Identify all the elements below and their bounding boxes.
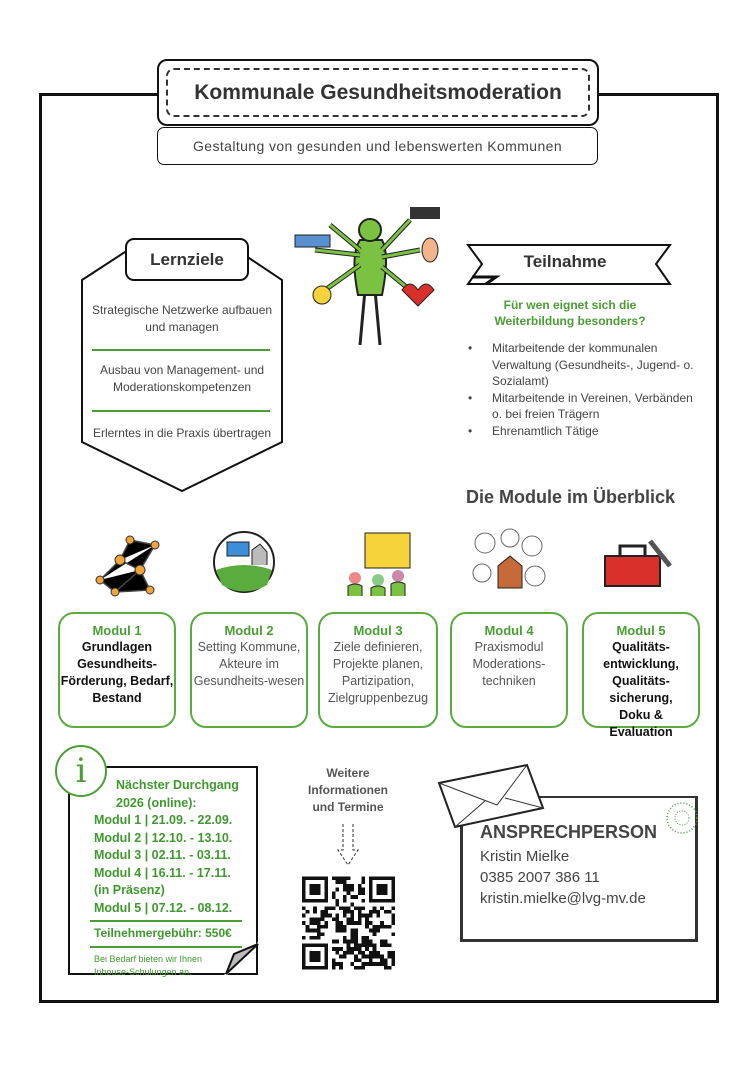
divider <box>92 349 270 351</box>
date-item: Modul 5 | 07.12. - 08.12. <box>94 900 233 915</box>
teilnahme-question: Für wen eignet sich die Weiterbildung besonders? <box>494 298 646 328</box>
date-item: Modul 1 | 21.09. - 22.09. <box>94 813 233 827</box>
module-desc: Ziele definieren, Projekte planen, Partizipation, Zielgruppenbezug <box>327 640 429 705</box>
fee: Teilnehmergebühr: 550€ <box>90 920 242 948</box>
date-item: Modul 4 | 16.11. - 17.11. <box>94 865 231 880</box>
lernziel-item: Erlerntes in die Praxis übertragen <box>92 426 272 440</box>
lernziel-item: Ausbau von Management- und Moderationskompetenzen <box>99 363 265 394</box>
module-title: Modul 4 <box>484 623 534 638</box>
module-desc: Setting Kommune, Akteure im Gesundheits-wesen <box>193 640 305 688</box>
teilnahme-list <box>468 340 698 439</box>
module-heading: Die Module im Überblick <box>466 487 676 507</box>
contact-phone: 0385 2007 386 11 <box>480 869 600 886</box>
qr-label: Weitere Informationen und Termine <box>308 766 388 814</box>
network-icon <box>95 530 165 600</box>
teilnahme-label: Teilnahme <box>523 252 607 271</box>
module-title: Modul 3 <box>353 623 403 638</box>
info-icon: i <box>55 745 107 797</box>
logo-icon <box>664 798 700 838</box>
module-card-5 <box>582 612 700 739</box>
module-desc: Qualitäts-entwicklung, Qualitäts-sicherung, Doku & Evaluation <box>603 640 679 739</box>
presentation-icon <box>340 528 415 598</box>
title-box <box>157 59 599 126</box>
page-title: Kommunale Gesundheitsmoderation <box>166 68 590 117</box>
contact-email[interactable]: kristin.mielke@lvg-mv.de <box>480 890 646 907</box>
list-item: • Ehrenamtlich Tätige <box>468 423 698 440</box>
page-subtitle: Gestaltung von gesunden und lebenswerten Kommunen <box>157 127 598 165</box>
module-title: Modul 1 <box>92 623 142 638</box>
inhouse-note: Bei Bedarf bieten wir Ihnen Inhouse-Schulungen an. <box>94 953 203 977</box>
contact-name: Kristin Mielke <box>480 848 570 865</box>
info-heading: Nächster Durchgang 2026 (online): <box>116 778 239 810</box>
multitasking-person-illustration <box>290 195 445 355</box>
community-icon <box>470 528 548 598</box>
date-item: Modul 3 | 02.11. - 03.11. <box>94 848 231 862</box>
module-card-2 <box>190 612 308 728</box>
page-curl <box>222 940 260 977</box>
toolbox-icon <box>600 536 675 591</box>
module-card-4 <box>450 612 568 728</box>
lernziele-label: Lernziele <box>125 238 249 281</box>
module-card-3 <box>318 612 438 728</box>
module-card-1 <box>58 612 176 728</box>
list-item: • Mitarbeitende der kommunalen Verwaltung (Gesundheits-, Jugend- o. Sozialamt) <box>468 340 698 390</box>
contact-heading: ANSPRECHPERSON <box>480 822 658 842</box>
module-title: Modul 5 <box>616 623 666 638</box>
arrow-down-icon <box>336 822 360 867</box>
list-item: • Mitarbeitende in Vereinen, Verbänden o. bei freien Trägern <box>468 390 698 423</box>
city-icon <box>212 530 277 595</box>
envelope-icon <box>435 763 547 831</box>
module-desc: Grundlagen Gesundheits-Förderung, Bedarf, Bestand <box>60 640 174 705</box>
date-item: Modul 2 | 12.10. - 13.10. <box>94 830 233 845</box>
module-title: Modul 2 <box>224 623 274 638</box>
qr-code[interactable] <box>302 876 395 970</box>
lernziel-item: Strategische Netzwerke aufbauen und managen <box>91 303 273 334</box>
module-desc: Praxismodul Moderations-techniken <box>472 640 546 688</box>
divider <box>92 410 270 412</box>
date-item: (in Präsenz) <box>94 883 165 897</box>
